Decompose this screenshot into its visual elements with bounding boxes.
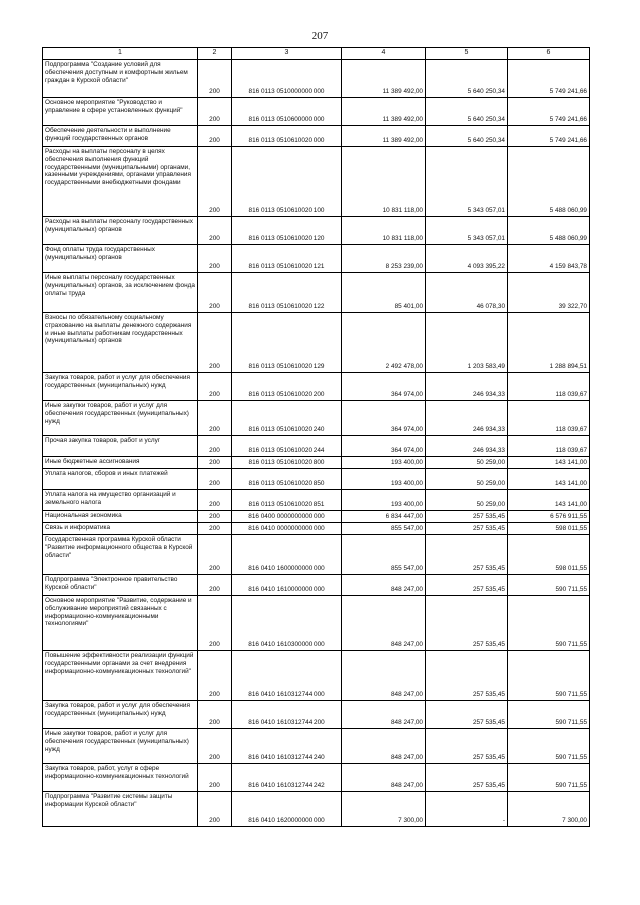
- cell-value-4: 364 974,00: [342, 436, 426, 457]
- table-row: [43, 313, 590, 373]
- cell-kbk: 816 0410 1610312744 240: [232, 729, 342, 764]
- table-row: [43, 401, 590, 436]
- table-row: [43, 575, 590, 596]
- cell-value-6: 143 141,00: [508, 490, 590, 511]
- cell-value-5: 257 535,45: [426, 511, 508, 523]
- cell-value-5: 246 934,33: [426, 401, 508, 436]
- cell-value-4: 193 400,00: [342, 457, 426, 469]
- cell-code: 200: [198, 373, 232, 401]
- cell-kbk: 816 0113 0510600000 000: [232, 98, 342, 126]
- cell-value-6: 5 749 241,66: [508, 60, 590, 98]
- table-row: [43, 217, 590, 245]
- cell-name: Повышение эффективности реализации функций государственными органами за счет внедрения информационно-коммуникационных технологий": [43, 651, 198, 701]
- cell-kbk: 816 0410 1600000000 000: [232, 535, 342, 575]
- cell-code: 200: [198, 701, 232, 729]
- cell-code: 200: [198, 764, 232, 792]
- cell-value-6: 590 711,55: [508, 729, 590, 764]
- cell-value-5: 50 259,00: [426, 490, 508, 511]
- cell-value-5: 4 093 395,22: [426, 245, 508, 273]
- cell-name: Государственная программа Курской области "Развитие информационного общества в Курской области": [43, 535, 198, 575]
- table-row: [43, 701, 590, 729]
- cell-name: Обеспечение деятельности и выполнение функций государственных органов: [43, 126, 198, 147]
- cell-code: 200: [198, 313, 232, 373]
- cell-name: Иные выплаты персоналу государственных (муниципальных) органов, за исключением фонда оплаты труда: [43, 273, 198, 313]
- table-row: [43, 523, 590, 535]
- cell-value-4: 848 247,00: [342, 596, 426, 651]
- cell-value-4: 10 831 118,00: [342, 147, 426, 217]
- header-col-4: 4: [342, 48, 426, 60]
- cell-value-6: 5 749 241,66: [508, 126, 590, 147]
- table-row: [43, 147, 590, 217]
- table-row: [43, 764, 590, 792]
- cell-kbk: 816 0400 0000000000 000: [232, 511, 342, 523]
- cell-kbk: 816 0410 1620000000 000: [232, 792, 342, 827]
- cell-value-5: 257 535,45: [426, 596, 508, 651]
- cell-value-4: 848 247,00: [342, 729, 426, 764]
- table-row: [43, 273, 590, 313]
- cell-value-5: 5 640 250,34: [426, 98, 508, 126]
- cell-name: Связь и информатика: [43, 523, 198, 535]
- cell-value-6: 143 141,00: [508, 457, 590, 469]
- cell-name: Подпрограмма "Развитие системы защиты информации Курской области": [43, 792, 198, 827]
- cell-kbk: 816 0410 1610312744 242: [232, 764, 342, 792]
- cell-code: 200: [198, 575, 232, 596]
- cell-value-4: 855 547,00: [342, 535, 426, 575]
- cell-value-4: 11 389 492,00: [342, 126, 426, 147]
- cell-name: Иные бюджетные ассигнования: [43, 457, 198, 469]
- cell-value-4: 848 247,00: [342, 651, 426, 701]
- cell-code: 200: [198, 792, 232, 827]
- cell-code: 200: [198, 273, 232, 313]
- cell-value-6: 7 300,00: [508, 792, 590, 827]
- cell-value-5: 257 535,45: [426, 701, 508, 729]
- cell-value-5: 246 934,33: [426, 373, 508, 401]
- cell-code: 200: [198, 469, 232, 490]
- cell-value-6: 118 039,67: [508, 373, 590, 401]
- cell-value-4: 848 247,00: [342, 701, 426, 729]
- cell-value-4: 6 834 447,00: [342, 511, 426, 523]
- cell-value-6: 590 711,55: [508, 596, 590, 651]
- cell-value-4: 855 547,00: [342, 523, 426, 535]
- header-col-6: 6: [508, 48, 590, 60]
- cell-code: 200: [198, 60, 232, 98]
- cell-value-5: 5 640 250,34: [426, 60, 508, 98]
- cell-value-5: 257 535,45: [426, 729, 508, 764]
- table-row: [43, 436, 590, 457]
- cell-value-5: 46 078,30: [426, 273, 508, 313]
- cell-kbk: 816 0410 1610312744 200: [232, 701, 342, 729]
- cell-code: 200: [198, 729, 232, 764]
- cell-name: Фонд оплаты труда государственных (муниципальных) органов: [43, 245, 198, 273]
- cell-value-6: 118 039,67: [508, 401, 590, 436]
- cell-kbk: 816 0113 0510610020 100: [232, 147, 342, 217]
- cell-value-6: 5 488 060,99: [508, 147, 590, 217]
- cell-value-5: 1 203 583,49: [426, 313, 508, 373]
- cell-code: 200: [198, 490, 232, 511]
- cell-kbk: 816 0113 0510610020 120: [232, 217, 342, 245]
- cell-name: Иные закупки товаров, работ и услуг для обеспечения государственных (муниципальных) нужд: [43, 729, 198, 764]
- cell-kbk: 816 0113 0510610020 800: [232, 457, 342, 469]
- cell-value-5: 5 343 057,01: [426, 147, 508, 217]
- cell-value-4: 193 400,00: [342, 469, 426, 490]
- cell-code: 200: [198, 245, 232, 273]
- cell-name: Прочая закупка товаров, работ и услуг: [43, 436, 198, 457]
- table-row: [43, 98, 590, 126]
- cell-value-6: 143 141,00: [508, 469, 590, 490]
- cell-value-6: 590 711,55: [508, 701, 590, 729]
- cell-code: 200: [198, 126, 232, 147]
- cell-kbk: 816 0113 0510000000 000: [232, 60, 342, 98]
- cell-code: 200: [198, 217, 232, 245]
- cell-value-4: 7 300,00: [342, 792, 426, 827]
- cell-value-4: 85 401,00: [342, 273, 426, 313]
- cell-kbk: 816 0410 1610000000 000: [232, 575, 342, 596]
- cell-code: 200: [198, 523, 232, 535]
- cell-value-5: 257 535,45: [426, 764, 508, 792]
- cell-name: Подпрограмма "Создание условий для обеспечения доступным и комфортным жильем граждан в Курской области": [43, 60, 198, 98]
- table-row: [43, 490, 590, 511]
- cell-value-4: 193 400,00: [342, 490, 426, 511]
- cell-value-5: 257 535,45: [426, 575, 508, 596]
- cell-value-4: 2 492 478,00: [342, 313, 426, 373]
- cell-value-5: 257 535,45: [426, 523, 508, 535]
- cell-kbk: 816 0113 0510610020 122: [232, 273, 342, 313]
- cell-value-4: 364 974,00: [342, 373, 426, 401]
- cell-name: Закупка товаров, работ и услуг для обеспечения государственных (муниципальных) нужд: [43, 373, 198, 401]
- cell-kbk: 816 0113 0510610020 200: [232, 373, 342, 401]
- table-row: [43, 245, 590, 273]
- header-col-3: 3: [232, 48, 342, 60]
- cell-name: Закупка товаров, работ и услуг для обеспечения государственных (муниципальных) нужд: [43, 701, 198, 729]
- cell-value-6: 1 288 894,51: [508, 313, 590, 373]
- cell-kbk: 816 0113 0510610020 244: [232, 436, 342, 457]
- cell-code: 200: [198, 457, 232, 469]
- cell-value-6: 5 749 241,66: [508, 98, 590, 126]
- table-row: [43, 729, 590, 764]
- cell-value-6: 598 011,55: [508, 523, 590, 535]
- cell-value-5: 246 934,33: [426, 436, 508, 457]
- table-row: [43, 651, 590, 701]
- cell-name: Национальная экономика: [43, 511, 198, 523]
- cell-value-4: 848 247,00: [342, 575, 426, 596]
- header-row: [43, 48, 590, 60]
- cell-kbk: 816 0113 0510610020 850: [232, 469, 342, 490]
- cell-kbk: 816 0113 0510610020 000: [232, 126, 342, 147]
- header-col-1: 1: [43, 48, 198, 60]
- table-row: [43, 469, 590, 490]
- table-row: [43, 511, 590, 523]
- cell-value-6: 590 711,55: [508, 651, 590, 701]
- cell-value-5: 5 343 057,01: [426, 217, 508, 245]
- cell-code: 200: [198, 98, 232, 126]
- cell-code: 200: [198, 511, 232, 523]
- table-row: [43, 535, 590, 575]
- cell-code: 200: [198, 651, 232, 701]
- cell-value-6: 118 039,67: [508, 436, 590, 457]
- table-row: [43, 457, 590, 469]
- cell-value-5: 50 259,00: [426, 457, 508, 469]
- cell-kbk: 816 0410 1610312744 000: [232, 651, 342, 701]
- cell-value-6: 4 159 843,78: [508, 245, 590, 273]
- cell-value-6: 590 711,55: [508, 764, 590, 792]
- cell-value-4: 11 389 492,00: [342, 60, 426, 98]
- cell-kbk: 816 0410 0000000000 000: [232, 523, 342, 535]
- table-row: [43, 596, 590, 651]
- table-row: [43, 126, 590, 147]
- cell-name: Взносы по обязательному социальному страхованию на выплаты денежного содержания и иные выплаты работникам государственных (муниципальных) органов: [43, 313, 198, 373]
- cell-kbk: 816 0113 0510610020 851: [232, 490, 342, 511]
- cell-value-4: 10 831 118,00: [342, 217, 426, 245]
- cell-kbk: 816 0113 0510610020 129: [232, 313, 342, 373]
- cell-value-5: 257 535,45: [426, 535, 508, 575]
- table-row: [43, 373, 590, 401]
- cell-value-4: 11 389 492,00: [342, 98, 426, 126]
- cell-code: 200: [198, 436, 232, 457]
- cell-value-5: 50 259,00: [426, 469, 508, 490]
- cell-value-5: 257 535,45: [426, 651, 508, 701]
- cell-value-4: 8 253 239,00: [342, 245, 426, 273]
- cell-code: 200: [198, 596, 232, 651]
- cell-value-6: 6 576 911,55: [508, 511, 590, 523]
- cell-name: Расходы на выплаты персоналу государственных (муниципальных) органов: [43, 217, 198, 245]
- cell-code: 200: [198, 401, 232, 436]
- cell-name: Уплата налога на имущество организаций и земельного налога: [43, 490, 198, 511]
- cell-kbk: 816 0410 1610300000 000: [232, 596, 342, 651]
- cell-value-6: 598 011,55: [508, 535, 590, 575]
- page-number: 207: [311, 30, 329, 42]
- cell-code: 200: [198, 147, 232, 217]
- cell-name: Уплата налогов, сборов и иных платежей: [43, 469, 198, 490]
- cell-code: 200: [198, 535, 232, 575]
- cell-value-4: 364 974,00: [342, 401, 426, 436]
- table-body: [43, 60, 590, 827]
- cell-name: Основное мероприятие "Руководство и управление в сфере установленных функций": [43, 98, 198, 126]
- cell-name: Иные закупки товаров, работ и услуг для обеспечения государственных (муниципальных) нужд: [43, 401, 198, 436]
- header-col-5: 5: [426, 48, 508, 60]
- cell-kbk: 816 0113 0510610020 121: [232, 245, 342, 273]
- cell-value-5: 5 640 250,34: [426, 126, 508, 147]
- table-row: [43, 60, 590, 98]
- cell-name: Закупка товаров, работ, услуг в сфере информационно-коммуникационных технологий: [43, 764, 198, 792]
- cell-value-6: 590 711,55: [508, 575, 590, 596]
- cell-value-5: -: [426, 792, 508, 827]
- cell-kbk: 816 0113 0510610020 240: [232, 401, 342, 436]
- table-row: [43, 792, 590, 827]
- header-col-2: 2: [198, 48, 232, 60]
- cell-value-4: 848 247,00: [342, 764, 426, 792]
- cell-name: Основное мероприятие "Развитие, содержание и обслуживание мероприятий связанных с информационно-коммуникационными технологиями": [43, 596, 198, 651]
- budget-table: [42, 47, 590, 827]
- cell-name: Расходы на выплаты персоналу в целях обеспечения выполнения функций государственными (муниципальными) органами, казенными учреждениями, органами управления государственными внебюджетными фондами: [43, 147, 198, 217]
- cell-name: Подпрограмма "Электронное правительство Курской области": [43, 575, 198, 596]
- cell-value-6: 39 322,70: [508, 273, 590, 313]
- table-header: [43, 48, 590, 60]
- cell-value-6: 5 488 060,99: [508, 217, 590, 245]
